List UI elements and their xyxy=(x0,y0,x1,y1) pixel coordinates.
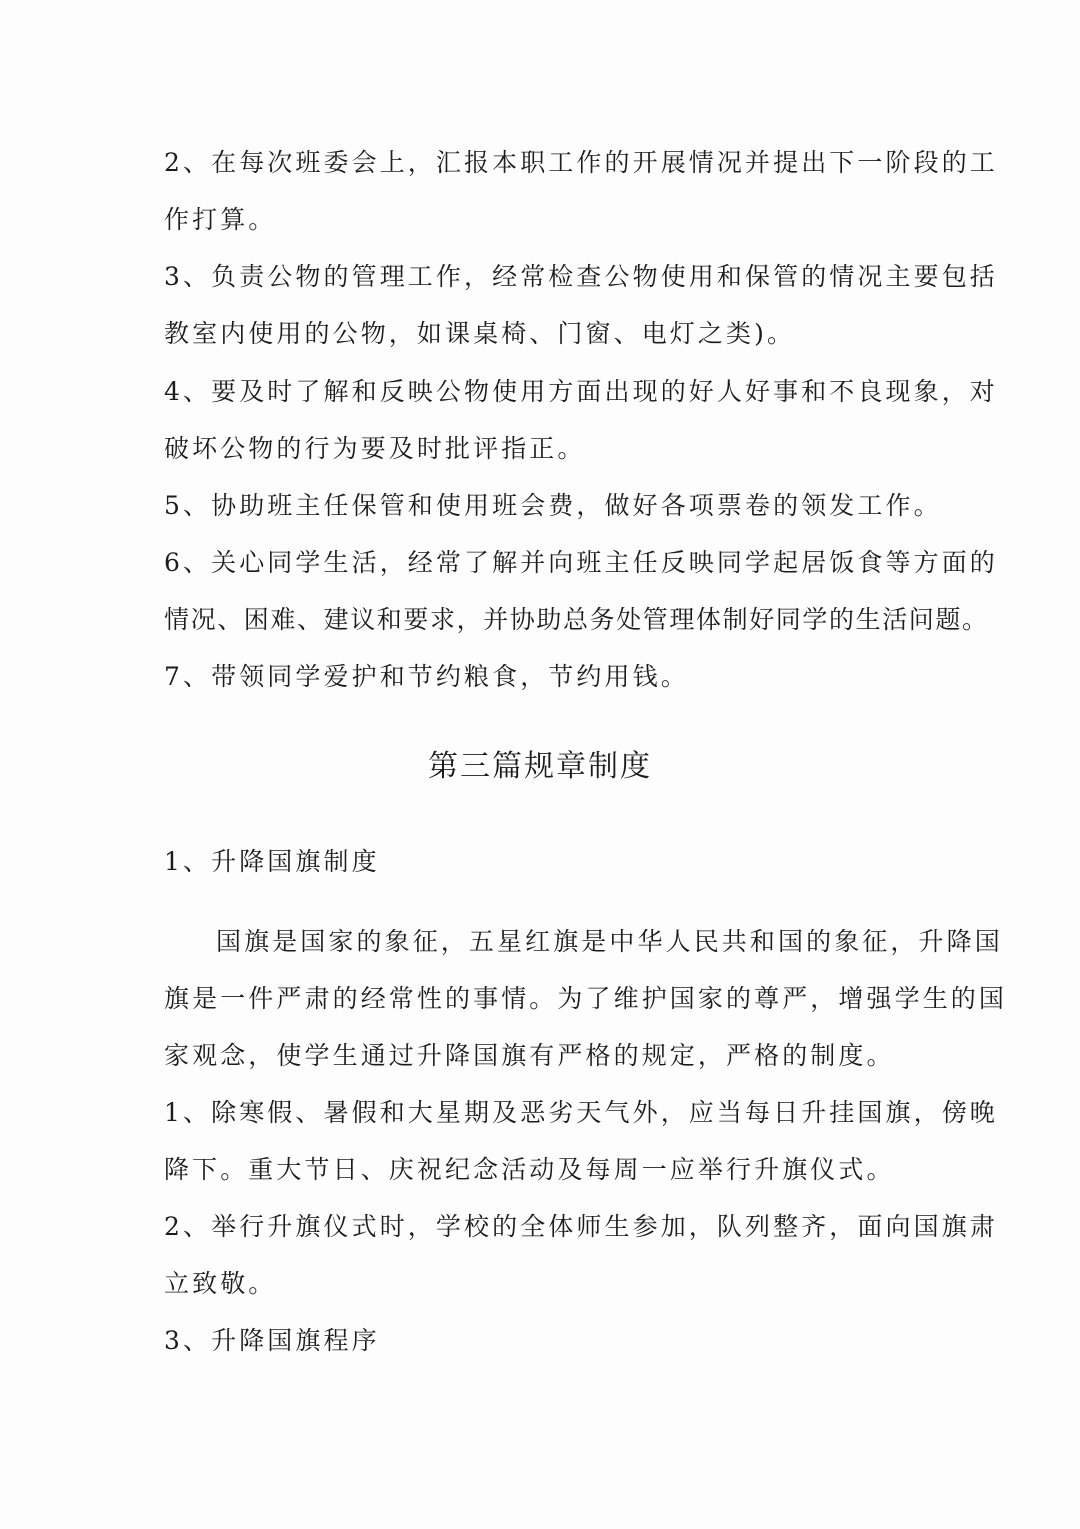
duty-4-line-2: 破坏公物的行为要及时批评指正。 xyxy=(164,434,586,463)
rule-2-line-2: 立致敬。 xyxy=(164,1269,277,1298)
duty-5-line-1: 5、协助班主任保管和使用班会费，做好各项票卷的领发工作。 xyxy=(164,491,942,520)
duty-3-line-2: 教室内使用的公物，如课桌椅、门窗、电灯之类)。 xyxy=(164,319,796,348)
subsection-heading: 1、升降国旗制度 xyxy=(164,847,380,876)
duty-3-line-1: 3、负责公物的管理工作，经常检查公物使用和保管的情况主要包括 xyxy=(164,262,998,291)
section-title: 第三篇规章制度 xyxy=(428,749,652,784)
rule-2-line-1: 2、举行升旗仪式时，学校的全体师生参加，队列整齐，面向国旗肃 xyxy=(164,1212,998,1241)
intro-paragraph-line-3: 家观念，使学生通过升降国旗有严格的规定，严格的制度。 xyxy=(164,1041,895,1070)
duty-2-line-2: 作打算。 xyxy=(164,205,277,234)
duty-6-line-2: 情况、困难、建议和要求，并协助总务处管理体制好同学的生活问题。 xyxy=(164,605,989,634)
intro-paragraph-line-1: 国旗是国家的象征，五星红旗是中华人民共和国的象征，升降国 xyxy=(216,927,1003,956)
rule-1-line-2: 降下。重大节日、庆祝纪念活动及每周一应举行升旗仪式。 xyxy=(164,1155,895,1184)
duty-2-line-1: 2、在每次班委会上，汇报本职工作的开展情况并提出下一阶段的工 xyxy=(164,148,998,177)
rule-1-line-1: 1、除寒假、暑假和大星期及恶劣天气外，应当每日升挂国旗，傍晚 xyxy=(164,1098,998,1127)
duty-4-line-1: 4、要及时了解和反映公物使用方面出现的好人好事和不良现象，对 xyxy=(164,377,998,406)
rule-3-heading: 3、升降国旗程序 xyxy=(164,1326,380,1355)
intro-paragraph-line-2: 旗是一件严肃的经常性的事情。为了维护国家的尊严，增强学生的国 xyxy=(164,984,1008,1013)
duty-7-line-1: 7、带领同学爱护和节约粮食，节约用钱。 xyxy=(164,662,689,691)
duty-6-line-1: 6、关心同学生活，经常了解并向班主任反映同学起居饭食等方面的 xyxy=(164,548,998,577)
